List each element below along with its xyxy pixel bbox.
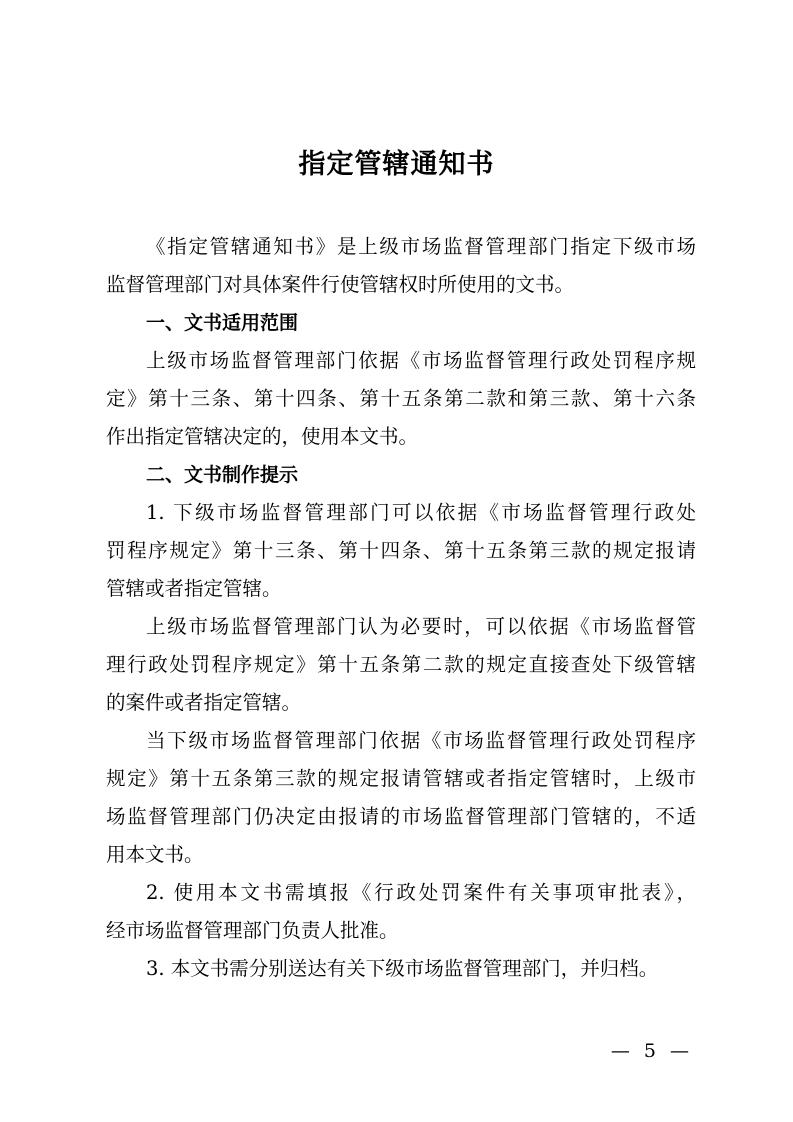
paragraph-line: 作出指定管辖决定的，使用本文书。	[106, 425, 419, 448]
paragraph-line: 罚程序规定》第十三条、第十四条、第十五条第三款的规定报请	[106, 539, 696, 562]
document-body	[106, 228, 696, 988]
paragraph-line: 2. 使用本文书需填报《行政处罚案件有关事项审批表》，	[146, 881, 696, 904]
paragraph-line: 的案件或者指定管辖。	[106, 691, 302, 714]
document-title: 指定管辖通知书	[298, 149, 495, 180]
paragraph-line: 《指定管辖通知书》是上级市场监督管理部门指定下级市场	[146, 235, 696, 258]
paragraph-line: 当下级市场监督管理部门依据《市场监督管理行政处罚程序	[146, 729, 696, 752]
paragraph-line: 上级市场监督管理部门依据《市场监督管理行政处罚程序规	[146, 349, 696, 372]
page-number: — 5 —	[610, 1040, 693, 1062]
paragraph-line: 经市场监督管理部门负责人批准。	[106, 919, 399, 942]
paragraph-line: 用本文书。	[106, 843, 204, 866]
section-heading: 二、文书制作提示	[146, 464, 299, 486]
paragraph-line: 场监督管理部门仍决定由报请的市场监督管理部门管辖的，不适	[106, 805, 696, 828]
paragraph-line: 监督管理部门对具体案件行使管辖权时所使用的文书。	[106, 273, 575, 296]
paragraph-line: 3. 本文书需分别送达有关下级市场监督管理部门，并归档。	[146, 957, 659, 980]
paragraph-line: 管辖或者指定管辖。	[106, 577, 282, 600]
paragraph-line: 理行政处罚程序规定》第十五条第二款的规定直接查处下级管辖	[106, 653, 696, 676]
paragraph-line: 上级市场监督管理部门认为必要时，可以依据《市场监督管	[146, 615, 696, 638]
paragraph-line: 规定》第十五条第三款的规定报请管辖或者指定管辖时，上级市	[106, 767, 696, 790]
section-heading: 一、文书适用范围	[146, 312, 299, 334]
paragraph-line: 1. 下级市场监督管理部门可以依据《市场监督管理行政处	[146, 501, 696, 524]
paragraph-line: 定》第十三条、第十四条、第十五条第二款和第三款、第十六条	[106, 387, 696, 410]
